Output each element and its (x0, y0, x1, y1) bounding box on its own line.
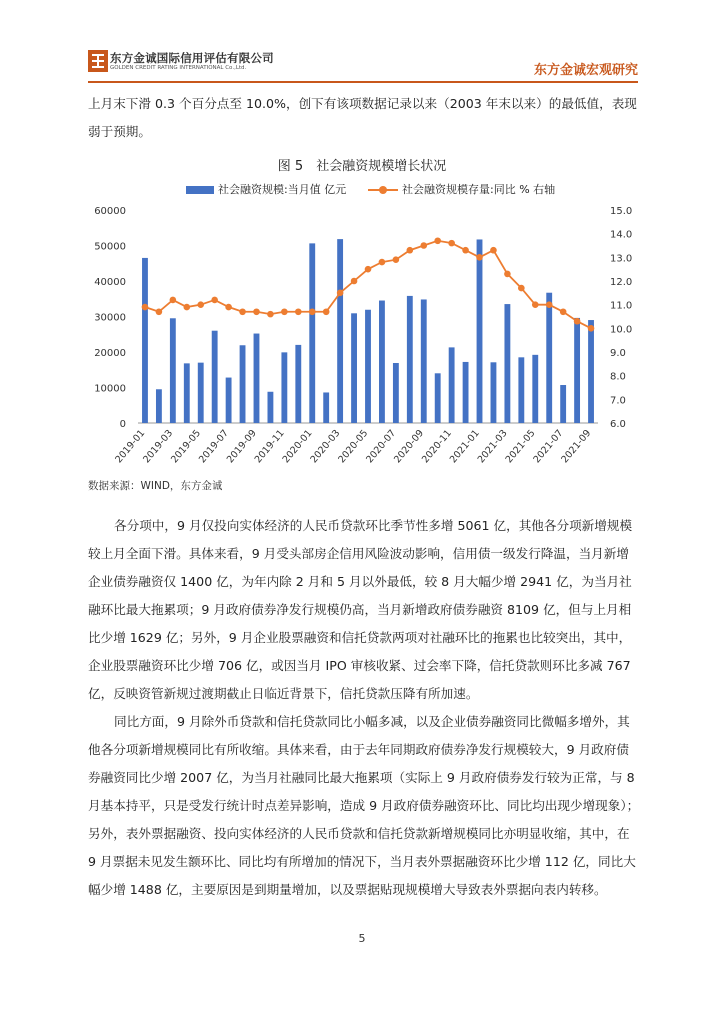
line-point-stock-yoy (448, 240, 455, 247)
x-axis-tick-label: 2019-09 (224, 427, 259, 466)
line-point-stock-yoy (281, 308, 288, 315)
line-point-stock-yoy (183, 304, 190, 311)
legend-label-bars: 社会融资规模:当月值 亿元 (218, 183, 347, 196)
right-axis-tick-label: 14.0 (610, 229, 633, 241)
line-point-stock-yoy (225, 304, 232, 311)
legend-label-line: 社会融资规模存量:同比 % 右轴 (402, 183, 556, 196)
right-axis-tick-label: 13.0 (610, 253, 633, 265)
line-point-stock-yoy (197, 301, 204, 308)
line-point-stock-yoy (142, 304, 149, 311)
bar-monthly-financing (198, 363, 204, 423)
company-logo (88, 48, 278, 78)
left-axis-tick-label: 0 (119, 419, 126, 430)
x-axis-tick-label: 2019-03 (141, 427, 176, 466)
bar-monthly-financing (421, 299, 427, 423)
line-point-stock-yoy (239, 308, 246, 315)
bar-monthly-financing (351, 313, 357, 423)
x-axis-tick-label: 2019-01 (113, 427, 148, 466)
line-point-stock-yoy (420, 242, 427, 249)
bar-monthly-financing (477, 239, 483, 423)
line-point-stock-yoy (490, 247, 497, 254)
x-axis-tick-label: 2021-03 (475, 427, 510, 466)
line-point-stock-yoy (365, 266, 372, 273)
x-axis-tick-label: 2019-05 (169, 427, 204, 466)
x-axis-tick-label: 2021-01 (447, 427, 482, 466)
bar-monthly-financing (379, 301, 385, 423)
legend-item-line (368, 181, 555, 197)
x-axis-tick-label: 2020-03 (308, 427, 343, 466)
body-paragraph-1: 各分项中，9 月仅投向实体经济的人民币贷款环比季节性多增 5061 亿，其他各分项新增规模较上月全面下滑。具体来看，9 月受头部房企信用风险波动影响，信用债一级发行降温，当月新增企业债券融资仅 1400 亿，为年内除 2 月和 5 月以外最低，较 8 月大幅少增 2941 亿，为当月社融环比最大拖累项；9 月政府债券净发行规模仍高，当月新增政府债券融资 8109 亿，但与上月相比少增 1629 亿；另外，9 月企业股票融资和信托贷款两项对社融环比的拖累也比较突出，其中，企业股票融资环比少增 706 亿，或因当月 IPO 审核收紧、过会率下降，信托贷款则环比多减 767 亿，反映资管新规过渡期截止日临近背景下，信托贷款压降有所加速。 (88, 518, 633, 701)
right-axis-tick-label: 8.0 (610, 371, 626, 383)
bar-monthly-financing (560, 385, 566, 423)
bar-monthly-financing (212, 331, 218, 423)
bar-monthly-financing (407, 296, 413, 423)
bar-monthly-financing (184, 363, 190, 423)
x-axis-tick-label: 2021-09 (559, 427, 594, 466)
bar-monthly-financing (267, 392, 273, 423)
right-axis-tick-label: 15.0 (610, 206, 633, 217)
bar-monthly-financing (365, 310, 371, 423)
line-point-stock-yoy (295, 308, 302, 315)
left-axis-tick-label: 60000 (94, 206, 126, 217)
page-number: 5 (358, 932, 366, 945)
x-axis-tick-label: 2020-09 (392, 427, 427, 466)
bar-monthly-financing (295, 345, 301, 423)
line-point-stock-yoy (546, 301, 553, 308)
line-point-stock-yoy (504, 271, 511, 278)
bar-monthly-financing (393, 363, 399, 423)
x-axis-tick-label: 2019-11 (252, 427, 287, 466)
bar-monthly-financing (518, 357, 524, 423)
x-axis-tick-label: 2021-05 (503, 427, 538, 466)
line-point-stock-yoy (518, 285, 525, 292)
bar-monthly-financing (435, 373, 441, 423)
line-point-stock-yoy (379, 259, 386, 266)
line-point-stock-yoy (476, 254, 483, 261)
left-axis-tick-label: 30000 (94, 312, 126, 324)
bar-monthly-financing (281, 352, 287, 423)
bar-monthly-financing (337, 239, 343, 423)
x-axis-tick-label: 2020-11 (419, 427, 454, 466)
body-paragraph-2: 同比方面，9 月除外币贷款和信托贷款同比小幅多减，以及企业债券融资同比微幅多增外，其他各分项新增规模同比有所收缩。具体来看，由于去年同期政府债券净发行规模较大，9 月政府债券融资同比少增 2007 亿，为当月社融同比最大拖累项（实际上 9 月政府债券发行较为正常，与 8 月基本持平，只是受发行统计时点差异影响，造成 9 月政府债券融资环比、同比均出现少增现象）；另外，表外票据融资、投向实体经济的人民币贷款和信托贷款新增规模同比亦明显收缩，其中，在 9 月票据未见发生额环比、同比均有所增加的情况下，当月表外票据融资环比少增 112 亿，同比大幅少增 1488 亿，主要原因是到期量增加，以及票据贴现规模增大导致表外票据向表内转移。 (88, 714, 640, 897)
left-axis-tick-label: 20000 (94, 348, 126, 359)
line-point-stock-yoy (309, 308, 316, 315)
bar-monthly-financing (491, 362, 497, 423)
line-point-stock-yoy (170, 297, 177, 304)
line-point-stock-yoy (267, 311, 274, 318)
line-point-stock-yoy (253, 308, 260, 315)
bar-monthly-financing (449, 347, 455, 423)
bar-monthly-financing (170, 318, 176, 423)
legend-line-swatch (368, 185, 398, 195)
line-point-stock-yoy (532, 301, 539, 308)
bar-monthly-financing (226, 378, 232, 423)
line-point-stock-yoy (337, 290, 344, 297)
chart-legend (0, 180, 724, 198)
bar-monthly-financing (142, 258, 148, 423)
bar-monthly-financing (532, 355, 538, 423)
logo-mark-icon (88, 50, 108, 72)
line-point-stock-yoy (211, 297, 218, 304)
left-axis-tick-label: 40000 (94, 277, 126, 288)
line-point-stock-yoy (574, 318, 581, 325)
bar-monthly-financing (574, 318, 580, 423)
line-point-stock-yoy (323, 308, 330, 315)
x-axis-tick-label: 2020-01 (280, 427, 315, 466)
page-header (88, 48, 638, 84)
line-point-stock-yoy (393, 256, 400, 263)
x-axis-tick-label: 2019-07 (196, 427, 231, 466)
bar-monthly-financing (240, 345, 246, 423)
company-name-en: GOLDEN CREDIT RATING INTERNATIONAL Co.,Ltd. (110, 65, 247, 71)
bar-monthly-financing (323, 392, 329, 423)
right-axis-tick-label: 11.0 (610, 300, 633, 312)
bar-monthly-financing (463, 362, 469, 423)
bar-monthly-financing (504, 304, 510, 423)
line-point-stock-yoy (156, 308, 163, 315)
legend-bar-swatch (186, 186, 214, 194)
figure-title: 图 5 社会融资规模增长状况 (277, 159, 447, 174)
right-axis-tick-label: 10.0 (610, 324, 633, 336)
x-axis-tick-label: 2020-07 (364, 427, 399, 466)
legend-item-bars (186, 181, 346, 197)
right-axis-tick-label: 6.0 (610, 419, 626, 430)
bar-monthly-financing (588, 320, 594, 423)
right-axis-tick-label: 7.0 (610, 395, 626, 407)
left-axis-tick-label: 50000 (94, 241, 126, 253)
intro-paragraph: 上月末下滑 0.3 个百分点至 10.0%，创下有该项数据记录以来（2003 年末以来）的最低值，表现弱于预期。 (88, 96, 637, 139)
line-point-stock-yoy (462, 247, 469, 254)
bar-monthly-financing (546, 293, 552, 423)
bar-monthly-financing (254, 334, 260, 423)
x-axis-tick-label: 2021-07 (531, 427, 566, 466)
line-point-stock-yoy (588, 325, 595, 332)
bar-monthly-financing (309, 243, 315, 423)
line-point-stock-yoy (434, 237, 441, 244)
company-name-cn: 东方金诚国际信用评估有限公司 (110, 51, 274, 65)
x-axis-tick-label: 2020-05 (336, 427, 371, 466)
right-axis-tick-label: 9.0 (610, 348, 626, 359)
right-axis-tick-label: 12.0 (610, 277, 633, 288)
header-divider (88, 81, 638, 83)
line-point-stock-yoy (560, 308, 567, 315)
figure-source: 数据来源：WIND，东方金诚 (88, 480, 223, 492)
line-stock-yoy (145, 241, 591, 329)
left-axis-tick-label: 10000 (94, 383, 126, 395)
section-title: 东方金诚宏观研究 (533, 63, 638, 78)
bar-monthly-financing (156, 389, 162, 423)
line-point-stock-yoy (407, 247, 414, 254)
line-point-stock-yoy (351, 278, 358, 285)
